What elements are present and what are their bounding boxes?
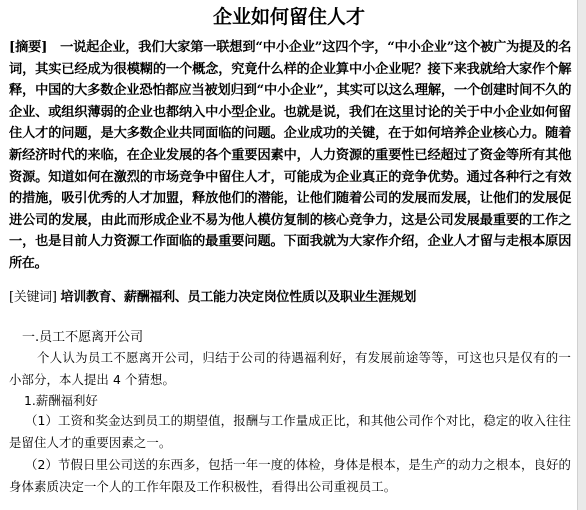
keywords-text: 培训教育、薪酬福利、员工能力决定岗位性质以及职业生涯规划 [60,290,417,305]
keywords-label: [关键词] [9,290,57,305]
subsection-heading: 1.薪酬福利好 [24,393,98,408]
abstract-paragraph: [摘要] 一说起企业，我们大家第一联想到“中小企业”这四个字，“中小企业”这个被广为提及的名词，其实已经成为很模糊的一个概念，究竟什么样的企业算中小企业呢？接下来我就给大家作个解释，中国的大多数企业恐怕都应当被划归到“中小企业”，其实可以这么理解，一个创建时间不久的企业、或组织薄弱的企业也都纳入中小型企业。也就是说，我们在这里讨论的关于中小企业如何留住人才的问题，是大多数企业共同面临的问题。企业成功的关键，在于如何培养企业核心力。随着新经济时代的来临，在企业发展的各个重要因素中，人力资源的重要性已经超过了资金等所有其他资源。知道如何在激烈的市场竞争中留住人才，可能成为企业真正的竞争优势。通过各种行之有效的措施，吸引优秀的人才加盟，释放他们的潜能，让他们随着公司的发展而发展，让他们的发展促进公司的发展，由此而形成企业不易为他人模仿复制的核心竞争力，这是公司发展最重要的工作之一，也是目前人力资源工作面临的最重要问题。下面我就为大家作介绍，企业人才留与走根本原因所在。 [9,40,571,271]
section-heading: 一.员工不愿离开公司 [22,330,144,345]
body-paragraph: （1）工资和奖金达到员工的期望值，报酬与工作量成正比，和其他公司作个对比，稳定的收入往往是留住人才的重要因素之一。 [9,413,571,450]
keywords-line [9,288,571,308]
document-title: 企业如何留住人才 [212,6,365,28]
body-paragraph: 个人认为员工不愿离开公司，归结于公司的待遇福利好，有发展前途等等，可这也只是仅有的一小部分，本人提出 4 个猜想。 [9,350,571,387]
body-paragraph: （2）节假日里公司送的东西多，包括一年一度的体检，身体是根本，是生产的动力之根本，良好的身体素质决定一个人的工作年限及工作积极性，看得出公司重视员工。 [9,457,571,494]
vertical-scrollbar[interactable] [577,0,586,510]
